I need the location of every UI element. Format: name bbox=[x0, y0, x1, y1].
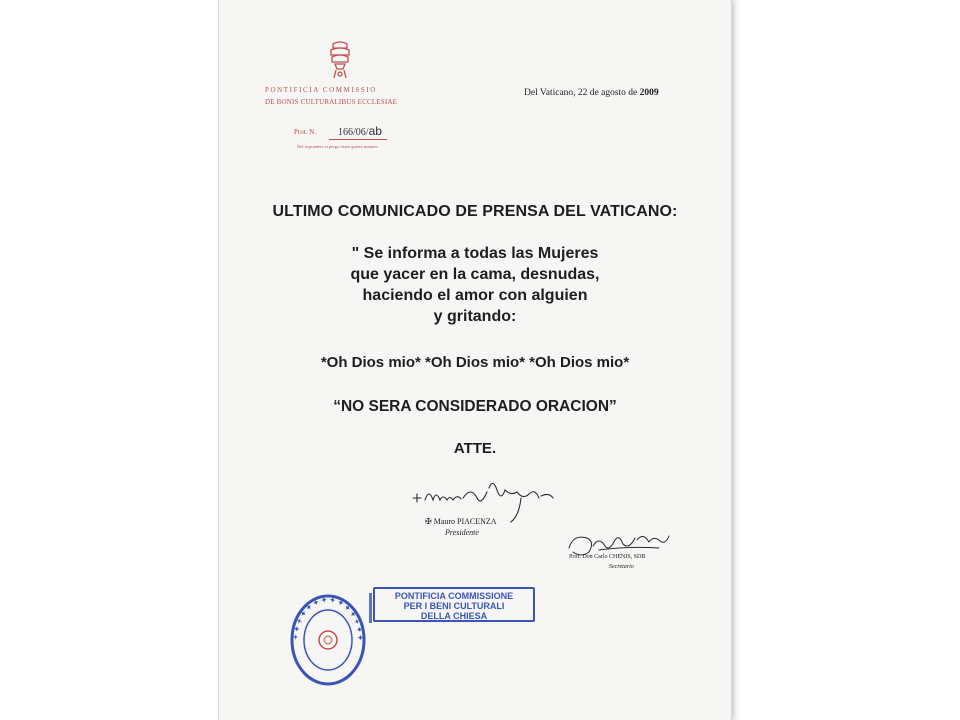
commission-subtitle: DE BONIS CULTURALIBUS ECCLESIAE bbox=[265, 98, 398, 106]
protocol-suffix: ab bbox=[368, 124, 382, 138]
body-line: que yacer en la cama, desnudas, bbox=[350, 266, 600, 283]
stamp-line: DELLA CHIESA bbox=[420, 611, 488, 621]
body-text bbox=[219, 243, 731, 327]
closing: ATTE. bbox=[453, 440, 497, 457]
secretary-signature bbox=[559, 528, 679, 568]
stamp-line: PONTIFICIA COMMISSIONE bbox=[394, 591, 514, 601]
protocol-number: 166/06/ab bbox=[338, 124, 382, 138]
body-line: " Se informa a todas las Mujeres bbox=[351, 245, 599, 262]
date-year: 2009 bbox=[639, 88, 659, 98]
stamp-edge bbox=[369, 593, 372, 623]
president-name: ✠ Mauro PIACENZA bbox=[425, 517, 497, 526]
papal-crest-icon bbox=[325, 40, 355, 80]
protocol-underline bbox=[329, 139, 387, 140]
body-line: y gritando: bbox=[433, 308, 517, 325]
protocol-label: Prot. N. bbox=[294, 128, 316, 136]
secretary-name: Prof. Don Carlo CHENIS, SDB bbox=[569, 554, 646, 560]
body-line: haciendo el amor con alguien bbox=[362, 287, 588, 304]
headline: ULTIMO COMUNICADO DE PRENSA DEL VATICANO: bbox=[272, 203, 678, 220]
official-seal-icon bbox=[289, 592, 367, 688]
president-title: Presidente bbox=[445, 528, 479, 537]
exclamation-line: *Oh Dios mio* *Oh Dios mio* *Oh Dios mio* bbox=[320, 354, 630, 371]
commission-stamp bbox=[373, 587, 535, 622]
verdict-line: “NO SERA CONSIDERADO ORACION” bbox=[333, 398, 617, 415]
stamp-line: PER I BENI CULTURALI bbox=[403, 601, 505, 611]
commission-name: PONTIFICIA COMMISSIO bbox=[265, 86, 377, 94]
date-line: Del Vaticano, 22 de agosto de 2009 bbox=[524, 88, 659, 98]
secretary-title: Secretario bbox=[609, 564, 634, 570]
protocol-note: Nel rispondere si prega citare questo numero bbox=[297, 144, 378, 149]
svg-text:✦ ✦ ✦ ✦ ✦ ✦ ✦ ✦ ✦ ✦ ✦ ✦ ✦ ✦: ✦ ✦ ✦ ✦ ✦ ✦ ✦ ✦ ✦ ✦ ✦ ✦ ✦ ✦ bbox=[292, 596, 364, 641]
letter-page bbox=[219, 0, 731, 720]
